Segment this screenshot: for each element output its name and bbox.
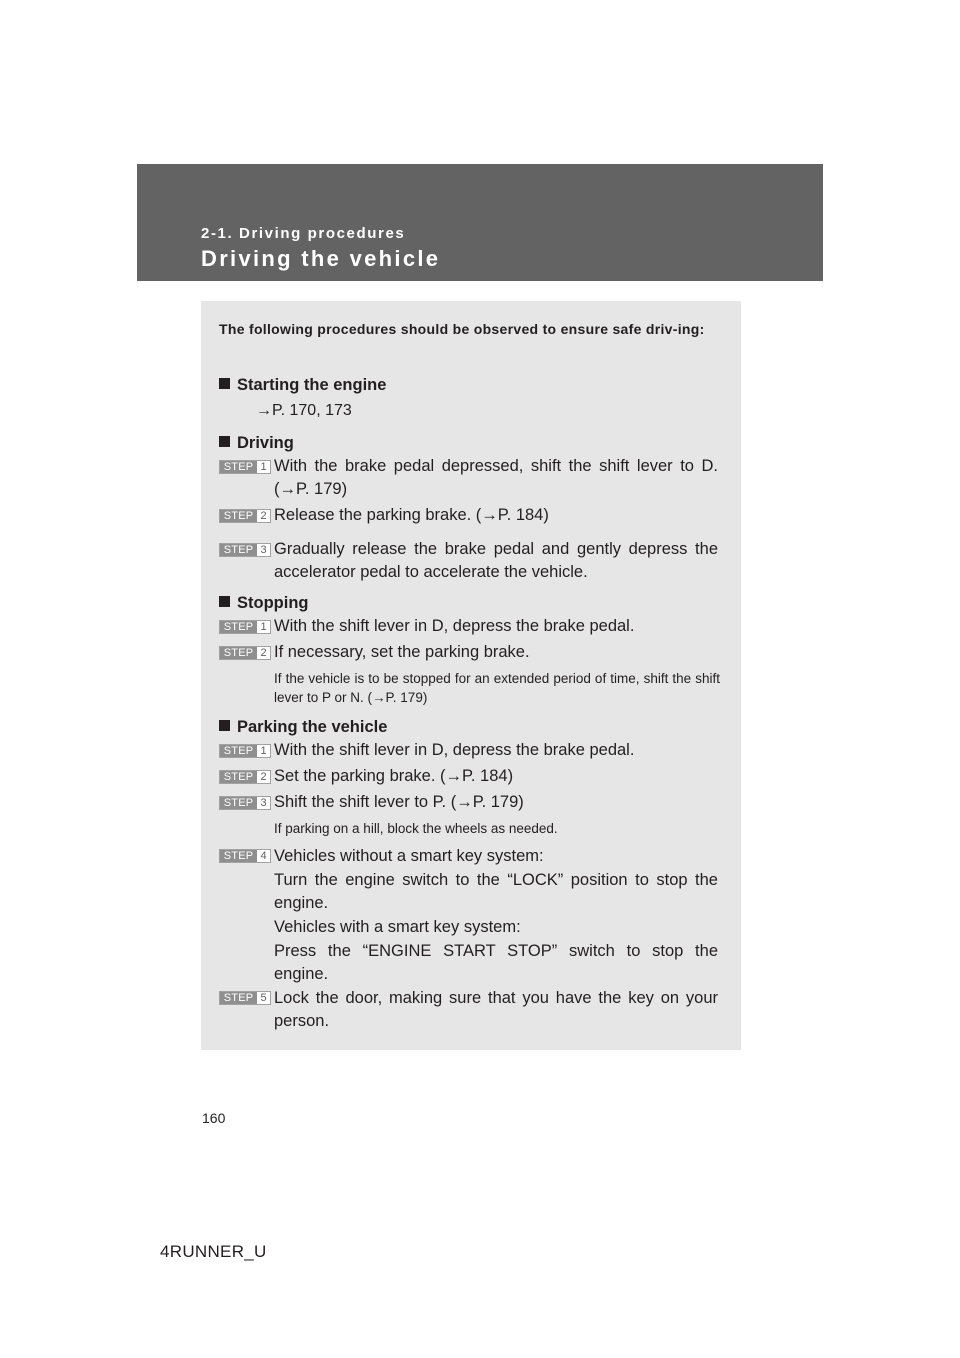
square-bullet-icon [219,720,230,731]
step-badge-word: STEP [220,510,257,522]
parking-note: If parking on a hill, block the wheels as needed. [274,821,558,836]
step-badge-number: 1 [260,745,267,757]
heading-starting-engine: Starting the engine [219,375,386,395]
parking-step-4-line-4: Press the “ENGINE START STOP” switch to stop the engine. [274,942,718,983]
step-badge [219,849,271,863]
parking-step-4-line-3: Vehicles with a smart key system: [274,918,521,936]
step-badge-number: 2 [260,771,267,783]
step-badge [219,543,271,557]
parking-step-3: Shift the shift lever to P. (→P. 179) [274,793,524,811]
step-badge-word: STEP [220,621,257,633]
heading-driving: Driving [219,433,294,453]
driving-step-3: Gradually release the brake pedal and gently depress the accelerator pedal to accelerate the vehicle. [274,540,718,581]
intro-text: The following procedures should be observed to ensure safe driv-ing: [219,321,705,337]
square-bullet-icon [219,378,230,389]
stopping-note: If the vehicle is to be stopped for an extended period of time, shift the shift lever to P or N. (→P. 179) [274,671,720,705]
step-badge [219,620,271,634]
step-badge-word: STEP [220,992,257,1004]
step-badge-word: STEP [220,771,257,783]
step-badge-number: 3 [260,544,267,556]
step-badge [219,509,271,523]
step-badge [219,991,271,1005]
step-badge-word: STEP [220,745,257,757]
section-header-bar [137,164,823,281]
step-badge [219,744,271,758]
step-badge-word: STEP [220,850,257,862]
step-badge-word: STEP [220,647,257,659]
section-label: 2-1. Driving procedures [201,225,406,242]
step-badge-number: 5 [260,992,267,1004]
stopping-step-2: If necessary, set the parking brake. [274,643,530,661]
driving-step-2: Release the parking brake. (→P. 184) [274,506,549,524]
step-badge [219,460,271,474]
parking-step-4-line-2: Turn the engine switch to the “LOCK” position to stop the engine. [274,871,718,912]
heading-stopping: Stopping [219,593,308,613]
square-bullet-icon [219,596,230,607]
step-badge-number: 1 [260,621,267,633]
parking-step-5: Lock the door, making sure that you have the key on your person. [274,989,718,1030]
square-bullet-icon [219,436,230,447]
page-title: Driving the vehicle [201,246,441,271]
step-badge-number: 1 [260,461,267,473]
stopping-step-1: With the shift lever in D, depress the brake pedal. [274,617,635,635]
step-badge-word: STEP [220,461,257,473]
step-badge [219,646,271,660]
parking-step-4-line-1: Vehicles without a smart key system: [274,847,544,865]
heading-parking-vehicle: Parking the vehicle [219,717,387,737]
footer-label: 4RUNNER_U [160,1242,267,1261]
step-badge-number: 2 [260,647,267,659]
driving-step-1: With the brake pedal depressed, shift the shift lever to D. (→P. 179) [274,457,718,498]
parking-step-4 [274,845,718,986]
step-badge-number: 2 [260,510,267,522]
procedure-panel [201,301,741,1050]
step-badge-word: STEP [220,544,257,556]
step-badge [219,796,271,810]
step-badge [219,770,271,784]
starting-reference: →P. 170, 173 [256,402,352,419]
parking-step-1: With the shift lever in D, depress the brake pedal. [274,741,635,759]
step-badge-number: 3 [260,797,267,809]
parking-step-2: Set the parking brake. (→P. 184) [274,767,514,785]
step-badge-word: STEP [220,797,257,809]
step-badge-number: 4 [260,850,267,862]
page-number: 160 [202,1110,226,1126]
